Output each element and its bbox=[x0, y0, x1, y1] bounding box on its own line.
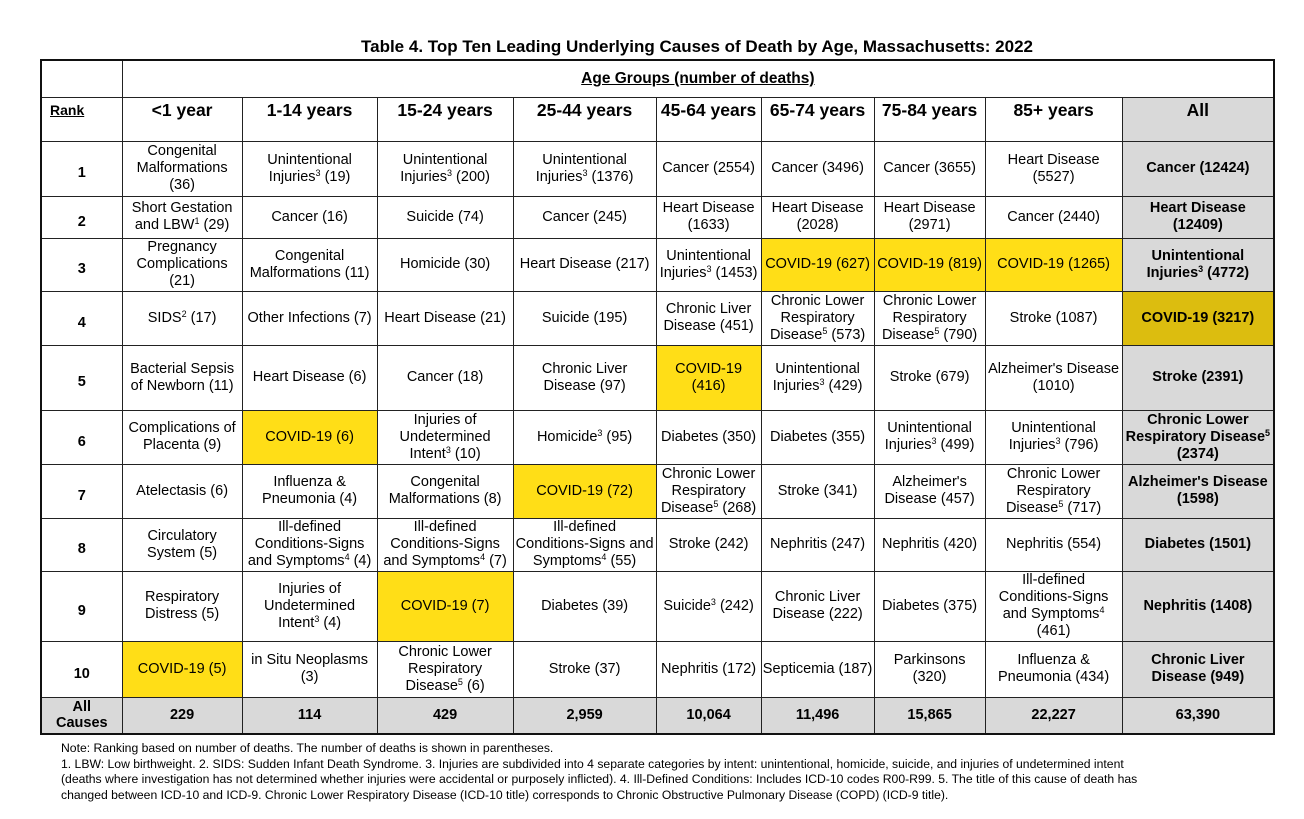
table-row bbox=[41, 464, 1274, 518]
cause-cell bbox=[761, 291, 874, 345]
death-count: (10) bbox=[450, 445, 481, 462]
table-row bbox=[41, 196, 1274, 238]
cause-text: Ill-defined Conditions-Signs and Symptoms bbox=[515, 519, 654, 569]
footnote-marker: 3 bbox=[597, 427, 603, 438]
cause-cell bbox=[761, 410, 874, 464]
footnote-marker: 3 bbox=[445, 444, 451, 455]
cause-cell bbox=[242, 196, 377, 238]
cause-cell bbox=[656, 141, 761, 196]
footnote-marker: 3 bbox=[1055, 436, 1061, 446]
covid-cause-cell bbox=[242, 410, 377, 464]
cause-cell bbox=[656, 291, 761, 345]
cause-cell bbox=[122, 238, 242, 291]
rank-cell: 1 bbox=[41, 141, 122, 196]
rank-cell: 8 bbox=[41, 518, 122, 571]
death-count: (1453) bbox=[711, 264, 758, 281]
footnote-line: 1. LBW: Low birthweight. 2. SIDS: Sudden Infant Death Syndrome. 3. Injuries are subdivided into 4 separate categories by intent: unintentional, homicide, suicide, and injuries of undetermined intent bbox=[61, 756, 1124, 771]
cause-cell bbox=[874, 571, 985, 641]
cause-text: Stroke (341) bbox=[777, 482, 858, 499]
total-deaths-cell: 429 bbox=[377, 697, 513, 734]
death-count: (717) bbox=[1063, 499, 1102, 516]
footnote-line: Note: Ranking based on number of deaths. The number of deaths is shown in parentheses. bbox=[61, 741, 554, 755]
death-count: (19) bbox=[320, 168, 351, 185]
cause-text: Unintentional Injuries bbox=[772, 360, 860, 394]
cause-cell bbox=[1122, 345, 1274, 410]
cause-cell bbox=[513, 291, 656, 345]
death-count: (429) bbox=[824, 377, 863, 394]
death-count: (573) bbox=[827, 326, 866, 343]
covid-cause-cell bbox=[1122, 291, 1274, 345]
cause-cell bbox=[874, 518, 985, 571]
column-header: 85+ years bbox=[985, 97, 1122, 141]
column-header: 75-84 years bbox=[874, 97, 985, 141]
death-count: (4772) bbox=[1203, 264, 1250, 281]
footnote-marker: 3 bbox=[931, 436, 937, 446]
cause-text: SIDS bbox=[147, 309, 182, 326]
cause-text: Homicide (30) bbox=[399, 256, 491, 272]
column-header: 1-14 years bbox=[242, 97, 377, 141]
cause-cell bbox=[1122, 410, 1274, 464]
footnote-marker: 3 bbox=[314, 613, 320, 624]
cause-text: Nephritis (1408) bbox=[1143, 597, 1253, 614]
cause-text: Diabetes (355) bbox=[770, 428, 866, 445]
footnote-marker: 3 bbox=[582, 167, 588, 178]
cause-text: Chronic Lower Respiratory Disease bbox=[769, 292, 865, 343]
cause-cell bbox=[122, 571, 242, 641]
rank-cell: 2 bbox=[41, 196, 122, 238]
cause-text: Diabetes (375) bbox=[882, 597, 978, 614]
cause-text: Cancer (3655) bbox=[883, 160, 976, 176]
cause-text: Cancer (3496) bbox=[771, 160, 864, 176]
footnote-marker: 1 bbox=[194, 216, 200, 226]
cause-text: Chronic Lower Respiratory Disease bbox=[660, 465, 756, 516]
cause-cell bbox=[874, 291, 985, 345]
column-header-row bbox=[41, 97, 1274, 141]
death-count: (29) bbox=[199, 217, 230, 233]
cause-text: COVID-19 (416) bbox=[675, 360, 743, 394]
cause-cell bbox=[656, 571, 761, 641]
column-header: <1 year bbox=[122, 97, 242, 141]
cause-text: Suicide (195) bbox=[541, 309, 628, 326]
cause-cell bbox=[1122, 641, 1274, 697]
cause-text: Stroke (242) bbox=[668, 536, 749, 552]
cause-text: Unintentional Injuries bbox=[1008, 420, 1096, 453]
cause-cell bbox=[377, 238, 513, 291]
age-groups-label: Age Groups (number of deaths) bbox=[122, 60, 1274, 97]
cause-cell bbox=[761, 571, 874, 641]
cause-text: Circulatory System (5) bbox=[147, 527, 218, 561]
column-header: All bbox=[1122, 97, 1274, 141]
column-header: 65-74 years bbox=[761, 97, 874, 141]
footnote-marker: 3 bbox=[710, 596, 716, 607]
footnote-marker: 5 bbox=[1265, 427, 1271, 438]
covid-cause-cell bbox=[985, 238, 1122, 291]
column-header: 25-44 years bbox=[513, 97, 656, 141]
footnote-marker: 4 bbox=[601, 552, 607, 562]
death-count: (796) bbox=[1060, 437, 1099, 453]
footnote-marker: 5 bbox=[822, 325, 828, 336]
cause-text: Influenza & Pneumonia (434) bbox=[997, 652, 1110, 685]
cause-text: Heart Disease (21) bbox=[384, 309, 506, 326]
footnotes bbox=[61, 741, 1291, 803]
cause-text: Diabetes (350) bbox=[661, 428, 757, 445]
cause-cell bbox=[377, 141, 513, 196]
cause-text: Pregnancy Complications (21) bbox=[136, 239, 228, 289]
cause-cell bbox=[874, 196, 985, 238]
rank-cell: 7 bbox=[41, 464, 122, 518]
cause-cell bbox=[761, 464, 874, 518]
cause-cell bbox=[513, 410, 656, 464]
cause-text: Alzheimer's Disease (1010) bbox=[988, 360, 1120, 394]
cause-cell bbox=[656, 641, 761, 697]
table-row bbox=[41, 141, 1274, 196]
total-deaths-cell: 11,496 bbox=[761, 697, 874, 734]
table-row bbox=[41, 641, 1274, 697]
cause-cell bbox=[656, 410, 761, 464]
cause-text: Injuries of Undetermined Intent bbox=[264, 580, 356, 631]
cause-text: Complications of Placenta (9) bbox=[128, 420, 236, 453]
cause-cell bbox=[122, 141, 242, 196]
cause-text: Unintentional Injuries bbox=[884, 420, 972, 453]
cause-cell bbox=[1122, 518, 1274, 571]
cause-cell bbox=[874, 641, 985, 697]
cause-cell bbox=[656, 518, 761, 571]
cause-text: Chronic Lower Respiratory Disease bbox=[1005, 465, 1101, 516]
table-row bbox=[41, 410, 1274, 464]
cause-text: Diabetes (39) bbox=[541, 597, 629, 614]
cause-cell bbox=[985, 196, 1122, 238]
cause-text: Heart Disease (12409) bbox=[1149, 200, 1246, 233]
cause-text: Cancer (2554) bbox=[662, 160, 755, 176]
cause-cell bbox=[377, 410, 513, 464]
total-deaths-cell: 63,390 bbox=[1122, 697, 1274, 734]
death-count: (268) bbox=[718, 499, 757, 516]
cause-text: Other Infections (7) bbox=[247, 309, 372, 326]
cause-text: Parkinsons (320) bbox=[893, 652, 966, 685]
death-count: (55) bbox=[606, 553, 637, 569]
cause-text: Ill-defined Conditions-Signs and Symptoms bbox=[998, 572, 1109, 622]
footnote-marker: 4 bbox=[1099, 605, 1105, 615]
cause-cell bbox=[761, 518, 874, 571]
cause-cell bbox=[656, 464, 761, 518]
cause-cell bbox=[985, 291, 1122, 345]
cause-text: Injuries of Undetermined Intent bbox=[399, 411, 491, 462]
rank-cell: 9 bbox=[41, 571, 122, 641]
cause-text: Atelectasis (6) bbox=[136, 482, 229, 499]
cause-text: Congenital Malformations (36) bbox=[136, 143, 228, 193]
cause-text: COVID-19 (1265) bbox=[997, 256, 1110, 272]
cause-cell bbox=[122, 464, 242, 518]
cause-cell bbox=[761, 641, 874, 697]
cause-text: Ill-defined Conditions-Signs and Symptoms bbox=[247, 519, 365, 569]
footnote-marker: 4 bbox=[344, 552, 350, 562]
cause-text: Suicide (74) bbox=[406, 208, 484, 225]
cause-text: Chronic Lower Respiratory Disease bbox=[398, 643, 492, 694]
cause-text: Heart Disease (217) bbox=[519, 256, 650, 272]
total-deaths-cell: 114 bbox=[242, 697, 377, 734]
cause-text: Bacterial Sepsis of Newborn (11) bbox=[130, 360, 235, 394]
age-groups-row bbox=[41, 60, 1274, 97]
cause-text: Stroke (679) bbox=[889, 369, 970, 385]
death-count: (200) bbox=[452, 168, 490, 185]
footnote-line: (deaths where investigation has not determined whether injuries were accidental or purposely inflicted). 4. Ill-Defined Conditions: Includes ICD-10 codes R00-R99. 5. The title of this cause of death has bbox=[61, 772, 1138, 787]
cause-text: Cancer (16) bbox=[271, 208, 348, 225]
cause-text: Stroke (1087) bbox=[1009, 309, 1098, 326]
cause-cell bbox=[513, 345, 656, 410]
death-count: (17) bbox=[186, 309, 217, 326]
table-row bbox=[41, 291, 1274, 345]
rank-cell: 6 bbox=[41, 410, 122, 464]
cause-text: Cancer (18) bbox=[406, 369, 484, 385]
cause-cell bbox=[1122, 238, 1274, 291]
cause-text: Respiratory Distress (5) bbox=[145, 589, 220, 622]
cause-cell bbox=[985, 641, 1122, 697]
cause-cell bbox=[377, 291, 513, 345]
all-causes-label: All Causes bbox=[41, 697, 122, 734]
rank-cell: 10 bbox=[41, 641, 122, 697]
cause-text: COVID-19 (72) bbox=[536, 482, 633, 499]
cause-text: Unintentional Injuries bbox=[659, 247, 751, 281]
cause-text: Congenital Malformations (8) bbox=[388, 474, 502, 507]
total-deaths-cell: 15,865 bbox=[874, 697, 985, 734]
cause-cell bbox=[377, 518, 513, 571]
cause-cell bbox=[985, 410, 1122, 464]
table-body bbox=[41, 141, 1274, 734]
cause-text: Cancer (245) bbox=[542, 208, 627, 225]
empty-corner-cell bbox=[41, 60, 122, 97]
cause-cell bbox=[513, 518, 656, 571]
death-count: (4) bbox=[349, 553, 372, 569]
causes-of-death-table bbox=[40, 59, 1275, 735]
cause-text: Septicemia (187) bbox=[762, 660, 873, 677]
cause-text: Homicide bbox=[536, 428, 598, 445]
cause-cell bbox=[122, 518, 242, 571]
cause-text: COVID-19 (3217) bbox=[1141, 309, 1255, 326]
covid-cause-cell bbox=[761, 238, 874, 291]
covid-cause-cell bbox=[513, 464, 656, 518]
cause-text: Influenza & Pneumonia (4) bbox=[262, 474, 358, 507]
cause-cell bbox=[985, 464, 1122, 518]
cause-cell bbox=[761, 141, 874, 196]
all-causes-row bbox=[41, 697, 1274, 734]
cause-text: COVID-19 (6) bbox=[265, 428, 354, 445]
death-count: (499) bbox=[936, 437, 975, 453]
footnote-marker: 4 bbox=[480, 552, 486, 562]
cause-text: Suicide bbox=[663, 597, 711, 614]
cause-cell bbox=[242, 345, 377, 410]
cause-text: Short Gestation and LBW bbox=[131, 200, 233, 233]
cause-cell bbox=[1122, 571, 1274, 641]
total-deaths-cell: 10,064 bbox=[656, 697, 761, 734]
rank-cell: 4 bbox=[41, 291, 122, 345]
cause-cell bbox=[1122, 464, 1274, 518]
cause-cell bbox=[656, 238, 761, 291]
table-row bbox=[41, 571, 1274, 641]
death-count: (95) bbox=[602, 428, 633, 445]
cause-cell bbox=[377, 196, 513, 238]
cause-text: Chronic Lower Respiratory Disease bbox=[1125, 411, 1266, 445]
cause-text: Nephritis (554) bbox=[1006, 536, 1102, 552]
cause-cell bbox=[377, 345, 513, 410]
cause-text: Heart Disease (6) bbox=[252, 369, 367, 385]
table-title: Table 4. Top Ten Leading Underlying Causes of Death by Age, Massachusetts: 2022 bbox=[361, 37, 1033, 56]
cause-text: Congenital Malformations (11) bbox=[249, 247, 370, 281]
cause-text: Nephritis (172) bbox=[661, 660, 757, 677]
cause-text: Heart Disease (5527) bbox=[1007, 151, 1100, 185]
cause-cell bbox=[1122, 141, 1274, 196]
death-count: (7) bbox=[485, 553, 507, 569]
total-deaths-cell: 229 bbox=[122, 697, 242, 734]
covid-cause-cell bbox=[656, 345, 761, 410]
cause-text: Nephritis (247) bbox=[770, 536, 866, 552]
footnote-marker: 3 bbox=[819, 376, 825, 387]
cause-text: Unintentional Injuries bbox=[267, 151, 352, 185]
cause-cell bbox=[122, 410, 242, 464]
cause-cell bbox=[513, 141, 656, 196]
footnote-marker: 5 bbox=[457, 676, 463, 687]
death-count: (1376) bbox=[587, 168, 634, 185]
cause-cell bbox=[874, 141, 985, 196]
cause-text: Cancer (12424) bbox=[1146, 160, 1250, 176]
cause-cell bbox=[985, 571, 1122, 641]
death-count: (2374) bbox=[1176, 445, 1219, 462]
cause-text: Ill-defined Conditions-Signs and Symptoms bbox=[383, 519, 500, 569]
cause-cell bbox=[242, 571, 377, 641]
cause-cell bbox=[122, 196, 242, 238]
cause-cell bbox=[985, 345, 1122, 410]
cause-text: Nephritis (420) bbox=[882, 536, 978, 552]
cause-cell bbox=[242, 641, 377, 697]
cause-cell bbox=[656, 196, 761, 238]
cause-cell bbox=[513, 641, 656, 697]
footnote-marker: 3 bbox=[315, 167, 321, 178]
footnote-marker: 5 bbox=[713, 498, 719, 509]
cause-text: Unintentional Injuries bbox=[535, 151, 627, 185]
rank-cell: 3 bbox=[41, 238, 122, 291]
cause-cell bbox=[122, 291, 242, 345]
cause-text: COVID-19 (5) bbox=[137, 660, 227, 677]
column-header: 15-24 years bbox=[377, 97, 513, 141]
cause-cell bbox=[242, 141, 377, 196]
cause-cell bbox=[513, 571, 656, 641]
cause-cell bbox=[242, 238, 377, 291]
footnote-marker: 3 bbox=[447, 167, 453, 178]
cause-cell bbox=[1122, 196, 1274, 238]
column-header: 45-64 years bbox=[656, 97, 761, 141]
cause-text: Cancer (2440) bbox=[1007, 208, 1100, 225]
table-row bbox=[41, 238, 1274, 291]
cause-cell bbox=[874, 345, 985, 410]
cause-text: Stroke (2391) bbox=[1152, 369, 1244, 385]
footnote-marker: 5 bbox=[934, 325, 940, 336]
cause-cell bbox=[874, 410, 985, 464]
rank-header: Rank bbox=[41, 97, 122, 141]
cause-cell bbox=[122, 345, 242, 410]
cause-cell bbox=[513, 196, 656, 238]
covid-cause-cell bbox=[874, 238, 985, 291]
footnote-marker: 5 bbox=[1058, 498, 1064, 509]
covid-cause-cell bbox=[377, 571, 513, 641]
cause-cell bbox=[985, 518, 1122, 571]
footnote-marker: 3 bbox=[706, 263, 712, 274]
table-row bbox=[41, 518, 1274, 571]
cause-text: COVID-19 (7) bbox=[400, 597, 490, 614]
cause-cell bbox=[513, 238, 656, 291]
cause-cell bbox=[874, 464, 985, 518]
cause-text: Heart Disease (2028) bbox=[771, 200, 864, 233]
cause-text: Alzheimer's Disease (1598) bbox=[1128, 474, 1268, 507]
death-count: (4) bbox=[319, 614, 342, 631]
death-count: (461) bbox=[1036, 623, 1071, 639]
cause-text: Chronic Liver Disease (222) bbox=[772, 589, 863, 622]
footnote-line: changed between ICD-10 and ICD-9. Chronic Lower Respiratory Disease (ICD-10 title) corresponds to Chronic Obstructive Pulmonary Disease (COPD) (ICD-9 title). bbox=[61, 787, 949, 802]
cause-cell bbox=[242, 518, 377, 571]
cause-cell bbox=[242, 291, 377, 345]
covid-cause-cell bbox=[122, 641, 242, 697]
total-deaths-cell: 2,959 bbox=[513, 697, 656, 734]
cause-text: Alzheimer's Disease (457) bbox=[884, 474, 975, 507]
cause-cell bbox=[377, 641, 513, 697]
cause-cell bbox=[761, 196, 874, 238]
death-count: (6) bbox=[462, 677, 485, 694]
cause-text: Heart Disease (1633) bbox=[662, 200, 755, 233]
cause-cell bbox=[985, 141, 1122, 196]
cause-text: Chronic Liver Disease (97) bbox=[541, 360, 628, 394]
cause-text: in Situ Neoplasms (3) bbox=[251, 652, 369, 685]
cause-text: Chronic Liver Disease (451) bbox=[663, 301, 754, 334]
cause-text: Heart Disease (2971) bbox=[883, 200, 976, 233]
cause-text: Chronic Lower Respiratory Disease bbox=[881, 292, 977, 343]
cause-text: Diabetes (1501) bbox=[1144, 536, 1252, 552]
footnote-marker: 3 bbox=[1198, 263, 1204, 274]
cause-text: Stroke (37) bbox=[548, 660, 621, 677]
death-count: (790) bbox=[939, 326, 978, 343]
cause-cell bbox=[377, 464, 513, 518]
cause-text: COVID-19 (819) bbox=[877, 256, 982, 272]
cause-cell bbox=[242, 464, 377, 518]
table-row bbox=[41, 345, 1274, 410]
cause-text: Unintentional Injuries bbox=[400, 151, 488, 185]
rank-cell: 5 bbox=[41, 345, 122, 410]
cause-text: Chronic Liver Disease (949) bbox=[1151, 652, 1245, 685]
death-count: (242) bbox=[715, 597, 754, 614]
total-deaths-cell: 22,227 bbox=[985, 697, 1122, 734]
cause-text: Unintentional Injuries bbox=[1146, 247, 1245, 281]
cause-cell bbox=[761, 345, 874, 410]
footnote-marker: 2 bbox=[181, 308, 187, 319]
cause-text: COVID-19 (627) bbox=[765, 256, 870, 272]
